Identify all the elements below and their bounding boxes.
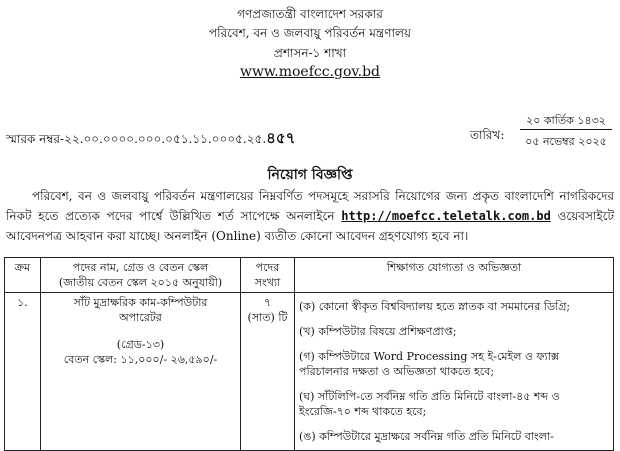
qualification-item: (ঙ) কম্পিউটারে মুদ্রাক্ষরে সর্বনিম্ন গতি প্রতি মিনিটে বাংলা- [299,430,554,443]
post-name-line2: অপারেটর [119,311,162,324]
post-name-line1: সাঁট মুদ্রাক্ষরিক কাম-কম্পিউটার [73,296,208,309]
paragraph-text-1: পরিবেশ, বন ও জলবায়ু পরিবর্তন মন্ত্রণালয়ের নিম্নবর্ণিত পদসমূহে সরাসরি নিয়োগের জন্য প্রকৃত বাংলাদেশি নাগরিকদের নিকট হতে প্রত্যেক পদের পার্শ্বে উল্লিখিত শর্ত সাপেক্ষে অনলাইনে [6,189,614,223]
date-bangla: ২০ কার্তিক ১৪৩২ [520,112,612,130]
header-count-line1: পদের [255,261,280,274]
recruitment-table [4,257,614,451]
header-post-line1: পদের নাম, গ্রেড ও বেতন স্কেল [72,261,209,274]
header-post [41,258,241,293]
post-grade: (গ্রেড-১৩) [116,338,165,351]
cell-post [41,293,241,451]
cell-serial: ১. [5,293,41,451]
header-serial: ক্রম [5,258,41,293]
header-government: গণপ্রজাতন্ত্রী বাংলাদেশ সরকার [237,7,383,21]
date-label: তারিখ: [470,128,505,142]
count-number: ৭ [263,296,272,309]
header-ministry: পরিবেশ, বন ও জলবায়ু পরিবর্তন মন্ত্রণালয় [208,26,411,40]
table-row [5,293,614,451]
header-website-link[interactable]: www.moefcc.gov.bd [239,64,381,80]
header-post-line2: (জাতীয় বেতন স্কেল ২০১৫ অনুযায়ী) [58,276,223,289]
header-section: প্রশাসন-১ শাখা [273,46,347,60]
notice-title: নিয়োগ বিজ্ঞপ্তি [267,167,353,183]
memo-number-label: স্মারক নম্বর-২২.০০.০০০০.০০০.০৫১.১১.০০০৫.২৫. [6,132,267,146]
header-count-line2: সংখ্যা [254,276,281,289]
memo-number [6,127,295,152]
cell-qualifications [295,293,614,451]
table-header-row [5,258,614,293]
header-qualification: শিক্ষাগত যোগ্যতা ও অভিজ্ঞতা [295,258,614,293]
qualification-item: (খ) কম্পিউটার বিষয়ে প্রশিক্ষণপ্রাপ্ত; [299,325,457,338]
header-count [241,258,295,293]
notice-paragraph [6,186,614,246]
cell-count [241,293,295,451]
count-words: (সাত) টি [247,311,288,324]
post-salary: বেতন স্কেল: ১১,০০০/- ২৬,৫৯০/- [63,353,218,366]
date-block [520,112,612,152]
qualification-item: (ঘ) সাঁটলিপি-তে সর্বনিম্ন গতি প্রতি মিনিটে বাংলা-৪৫ শব্দ ও ইংরেজি-৭০ শব্দ থাকতে হবে; [299,390,560,418]
memo-handwritten-number: ৪৫৭ [266,129,296,147]
qualification-item: (গ) কম্পিউটারে Word Processing সহ ই-মেইল ও ফ্যাক্স পরিচালনার দক্ষতা ও অভিজ্ঞতা থাকতে হবে; [299,350,560,378]
application-link[interactable]: http://moefcc.teletalk.com.bd [341,209,551,223]
paragraph-text-2: ওয়েবসাইটে আবেদনপত্র আহবান করা যাচ্ছে। অনলাইন (Online) ব্যতীত কোনো আবেদন গ্রহণযোগ্য হবে না। [6,209,614,243]
date-gregorian: ০৫ নভেম্বর ২০২৫ [525,135,607,148]
qualification-item: (ক) কোনো স্বীকৃত বিশ্ববিদ্যালয় হতে স্নাতক বা সমমানের ডিগ্রি; [299,300,571,313]
